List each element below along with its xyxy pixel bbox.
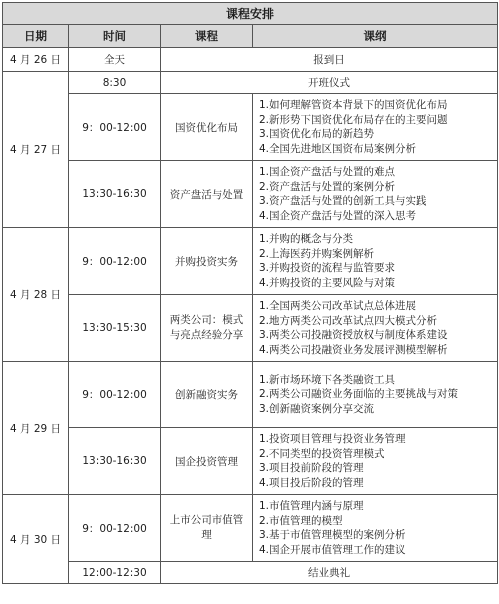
outline-item: 1.市值管理内涵与原理 bbox=[259, 500, 364, 512]
outline-item: 2.两类公司融资业务面临的主要挑战与对策 bbox=[259, 388, 459, 401]
time-cell: 13:30-16:30 bbox=[69, 161, 161, 228]
outline-cell bbox=[253, 94, 498, 161]
date-cell: 4 月 29 日 bbox=[3, 362, 69, 495]
course-cell: 上市公司市值管理 bbox=[161, 495, 253, 562]
table-row bbox=[3, 94, 498, 161]
time-cell: 9：00-12:00 bbox=[69, 94, 161, 161]
outline-item: 1.国企资产盘活与处置的难点 bbox=[259, 166, 396, 178]
outline-item: 1.新市场环境下各类融资工具 bbox=[259, 373, 396, 386]
time-cell: 9：00-12:00 bbox=[69, 495, 161, 562]
outline-cell bbox=[253, 228, 498, 295]
event-cell: 报到日 bbox=[161, 48, 498, 72]
outline-item: 2.市值管理的模型 bbox=[259, 514, 343, 527]
table-row bbox=[3, 228, 498, 295]
course-cell: 并购投资实务 bbox=[161, 228, 253, 295]
outline-cell bbox=[253, 161, 498, 228]
outline-item: 3.资产盘活与处置的创新工具与实践 bbox=[259, 195, 427, 207]
time-cell: 8:30 bbox=[69, 72, 161, 94]
outline-item: 2.不同类型的投资管理模式 bbox=[259, 447, 385, 460]
table-row bbox=[3, 48, 498, 72]
header-course: 课程 bbox=[161, 25, 253, 48]
course-cell: 资产盘活与处置 bbox=[161, 161, 253, 228]
outline-item: 3.国资优化布局的新趋势 bbox=[259, 128, 375, 140]
date-cell: 4 月 28 日 bbox=[3, 228, 69, 362]
outline-item: 2.资产盘活与处置的案例分析 bbox=[259, 180, 396, 193]
time-cell: 全天 bbox=[69, 48, 161, 72]
date-cell: 4 月 30 日 bbox=[3, 495, 69, 584]
course-cell: 国企投资管理 bbox=[161, 428, 253, 495]
outline-item: 1.投资项目管理与投资业务管理 bbox=[259, 433, 406, 445]
outline-item: 4.国企开展市值管理工作的建议 bbox=[259, 543, 406, 556]
outline-item: 4.国企资产盘活与处置的深入思考 bbox=[259, 209, 417, 222]
date-cell: 4 月 26 日 bbox=[3, 48, 69, 72]
event-cell: 开班仪式 bbox=[161, 72, 498, 94]
table-row bbox=[3, 362, 498, 428]
course-cell: 创新融资实务 bbox=[161, 362, 253, 428]
time-cell: 12:00-12:30 bbox=[69, 562, 161, 584]
table-row bbox=[3, 562, 498, 584]
table-row bbox=[3, 495, 498, 562]
outline-item: 2.上海医药并购案例解析 bbox=[259, 247, 375, 260]
time-cell: 9：00-12:00 bbox=[69, 228, 161, 295]
table-row bbox=[3, 295, 498, 362]
table-row bbox=[3, 72, 498, 94]
course-cell: 两类公司：模式与亮点经验分享 bbox=[161, 295, 253, 362]
outline-item: 2.地方两类公司改革试点四大模式分析 bbox=[259, 314, 438, 327]
time-cell: 13:30-16:30 bbox=[69, 428, 161, 495]
header-date: 日期 bbox=[3, 25, 69, 48]
outline-item: 1.全国两类公司改革试点总体进展 bbox=[259, 300, 417, 312]
event-cell: 结业典礼 bbox=[161, 562, 498, 584]
schedule-table bbox=[2, 2, 498, 584]
outline-item: 3.两类公司投融资授放权与制度体系建设 bbox=[259, 329, 448, 341]
outline-cell bbox=[253, 428, 498, 495]
outline-item: 4.并购投资的主要风险与对策 bbox=[259, 276, 396, 289]
outline-item: 3.项目投前阶段的管理 bbox=[259, 462, 364, 474]
table-title: 课程安排 bbox=[3, 3, 498, 25]
outline-item: 4.两类公司投融资业务发展评测模型解析 bbox=[259, 343, 448, 356]
outline-item: 3.并购投资的流程与监管要求 bbox=[259, 262, 396, 274]
outline-item: 3.创新融资案例分享交流 bbox=[259, 402, 375, 415]
outline-cell bbox=[253, 495, 498, 562]
outline-item: 2.新形势下国资优化布局存在的主要问题 bbox=[259, 113, 448, 126]
outline-cell bbox=[253, 295, 498, 362]
header-time: 时间 bbox=[69, 25, 161, 48]
course-cell: 国资优化布局 bbox=[161, 94, 253, 161]
outline-item: 4.全国先进地区国资布局案例分析 bbox=[259, 142, 417, 155]
time-cell: 9：00-12:00 bbox=[69, 362, 161, 428]
outline-item: 3.基于市值管理模型的案例分析 bbox=[259, 529, 406, 541]
date-cell: 4 月 27 日 bbox=[3, 72, 69, 228]
time-cell: 13:30-15:30 bbox=[69, 295, 161, 362]
table-row bbox=[3, 428, 498, 495]
table-row bbox=[3, 161, 498, 228]
outline-item: 1.如何理解管资本背景下的国资优化布局 bbox=[259, 99, 448, 111]
outline-item: 1.并购的概念与分类 bbox=[259, 233, 354, 245]
outline-cell bbox=[253, 362, 498, 428]
outline-item: 4.项目投后阶段的管理 bbox=[259, 476, 364, 489]
header-outline: 课纲 bbox=[253, 25, 498, 48]
